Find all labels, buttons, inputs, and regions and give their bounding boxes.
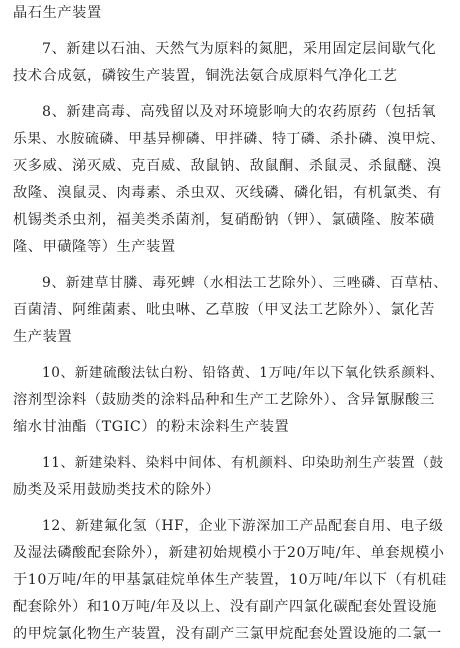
text-line: 及湿法磷酸配套除外），新建初始规模小于20万吨/年、单套规模小: [13, 545, 445, 561]
paragraph-gap: [13, 504, 448, 513]
text-line: 生产装置: [13, 329, 73, 345]
text-line: 缩水甘油酯（TGIC）的粉末涂料生产装置: [13, 419, 290, 435]
text-line: 的甲烷氯化物生产装置，没有副产三氯甲烷配套处置设施的二氯一: [13, 626, 442, 642]
paragraph-gap: [13, 441, 448, 450]
text-line: 溶剂型涂料（鼓励类的涂料品种和生产工艺除外）、含异氰脲酸三: [13, 392, 435, 408]
text-line: 12、新建氟化氢（HF，企业下游深加工产品配套自用、电子级: [42, 518, 444, 534]
text-line: 机锡类杀虫剂，福美类杀菌剂，复硝酚钠（钾）、氯磺隆、胺苯磺: [13, 212, 435, 228]
text-line: 励类及采用鼓励类技术的除外）: [13, 482, 221, 498]
text-line: 10、新建硫酸法钛白粉、铅铬黄、1万吨/年以下氧化铁系颜料、: [42, 365, 444, 381]
text-line: 11、新建染料、染料中间体、有机颜料、印染助剂生产装置（鼓: [42, 455, 444, 471]
paragraph-gap: [13, 27, 448, 36]
text-line: 百菌清、阿维菌素、吡虫啉、乙草胺（甲叉法工艺除外）、氯化苦: [13, 302, 435, 318]
text-line: 7、新建以石油、天然气为原料的氮肥，采用固定层间歇气化: [42, 41, 437, 57]
text-line: 隆、甲磺隆等）生产装置: [13, 239, 176, 255]
text-line: 晶石生产装置: [13, 5, 102, 21]
text-line: 9、新建草甘膦、毒死蜱（水相法工艺除外）、三唑磷、百草枯、: [42, 275, 448, 291]
text-line: 于10万吨/年的甲基氯硅烷单体生产装置，10万吨/年以下（有机硅: [13, 572, 447, 588]
paragraph-gap: [13, 90, 448, 99]
paragraph-gap: [13, 351, 448, 360]
text-line: 灭多威、涕灭威、克百威、敌鼠钠、敌鼠酮、杀鼠灵、杀鼠醚、溴: [13, 158, 442, 174]
text-line: 配套除外）和10万吨/年及以上、没有副产四氯化碳配套处置设施: [13, 599, 437, 615]
paragraph-gap: [13, 261, 448, 270]
text-line: 乐果、水胺硫磷、甲基异柳磷、甲拌磷、特丁磷、杀扑磷、溴甲烷、: [13, 131, 445, 147]
text-line: 技术合成氨，磷铵生产装置，铜洗法氨合成原料气净化工艺: [13, 68, 398, 84]
text-line: 敌隆、溴鼠灵、肉毒素、杀虫双、灭线磷、磷化铝，有机氯类、有: [13, 185, 442, 201]
text-line: 8、新建高毒、高残留以及对环境影响大的农药原药（包括氧: [42, 104, 437, 120]
